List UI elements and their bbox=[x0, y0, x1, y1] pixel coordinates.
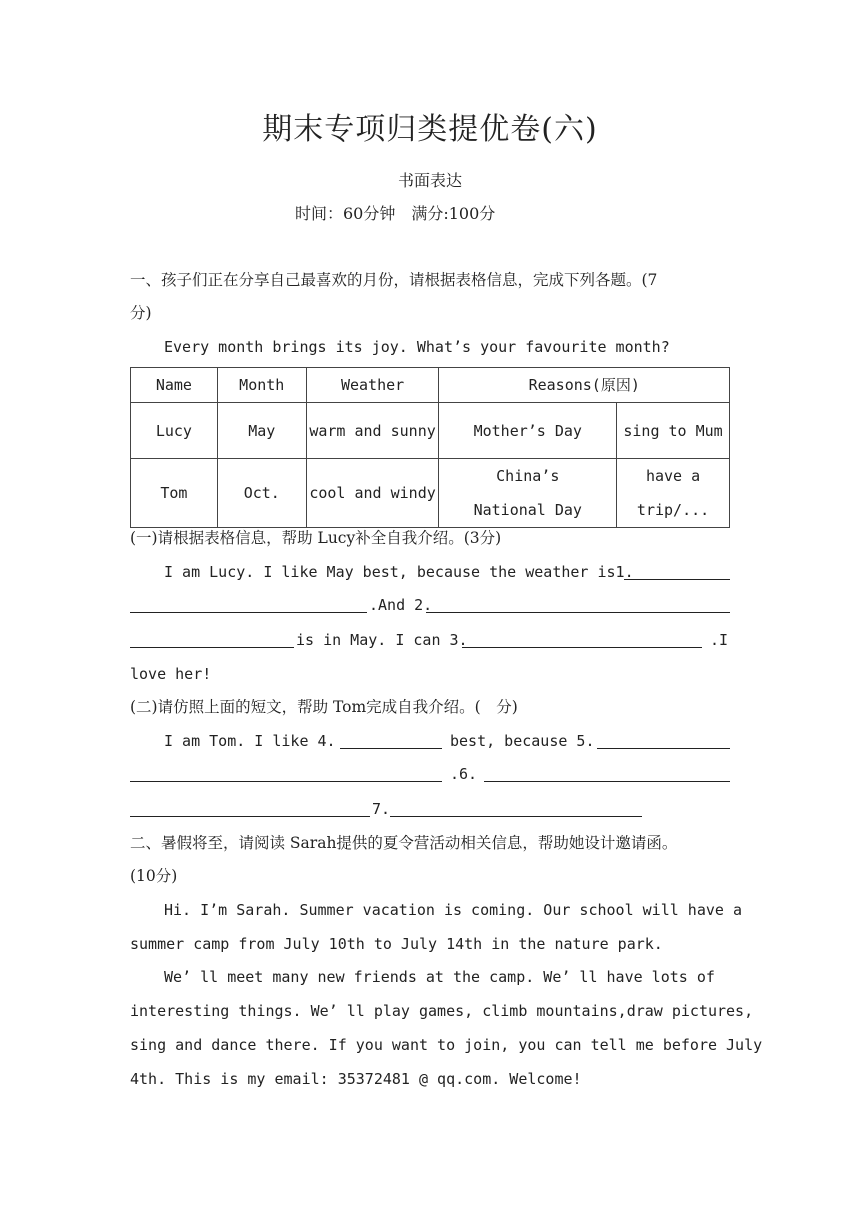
sub2-line1a: I am Tom. I like 4. bbox=[164, 732, 336, 750]
answer-blank-1a[interactable] bbox=[624, 563, 730, 580]
sub2-line3: 7. bbox=[372, 800, 391, 818]
header-weather: Weather bbox=[306, 368, 439, 403]
sub1-line2: .And 2. bbox=[369, 596, 433, 614]
cell-reason-line: have a bbox=[645, 467, 701, 485]
part2-para2-line: sing and dance there. If you want to join, you can tell me before July bbox=[130, 1036, 763, 1054]
answer-blank-5b[interactable] bbox=[130, 765, 442, 782]
answer-blank-2b[interactable] bbox=[130, 631, 294, 648]
cell-reason: sing to Mum bbox=[617, 403, 730, 459]
answer-blank-3[interactable] bbox=[462, 631, 702, 648]
answer-blank-5a[interactable] bbox=[597, 732, 730, 749]
part2-para2-line: 4th. This is my email: 35372481 @ qq.com. Welcome! bbox=[130, 1070, 582, 1088]
sub1-line4: love her! bbox=[130, 665, 212, 683]
part2-para1-line: Hi. I’m Sarah. Summer vacation is coming. Our school will have a bbox=[164, 901, 742, 919]
table-row bbox=[131, 403, 730, 459]
cell-month: May bbox=[217, 403, 306, 459]
header-name: Name bbox=[131, 368, 218, 403]
page-title: 期末专项归类提优卷(六) bbox=[262, 112, 598, 147]
cell-reason-line: National Day bbox=[473, 501, 582, 519]
header-reasons: Reasons(原因) bbox=[439, 368, 730, 403]
part2-heading-cont: (10分) bbox=[130, 867, 178, 885]
month-table bbox=[130, 367, 730, 528]
cell-reason-line: China’s bbox=[496, 467, 560, 485]
cell-reason bbox=[439, 459, 617, 528]
sub1-line3b: .I bbox=[710, 631, 729, 649]
cell-month: Oct. bbox=[217, 459, 306, 528]
time-info: 时间：60分钟 满分:100分 bbox=[295, 204, 496, 223]
part1-intro: Every month brings its joy. What’s your favourite month? bbox=[164, 338, 670, 356]
answer-blank-1b[interactable] bbox=[130, 596, 367, 613]
answer-blank-6a[interactable] bbox=[484, 765, 730, 782]
cell-reason bbox=[617, 459, 730, 528]
part2-para2-line: interesting things. We’ ll play games, climb mountains,draw pictures, bbox=[130, 1002, 754, 1020]
cell-reason: Mother’s Day bbox=[439, 403, 617, 459]
sub1-line3a: is in May. I can 3. bbox=[296, 631, 468, 649]
sub2-heading: (二)请仿照上面的短文，帮助 Tom完成自我介绍。( 分) bbox=[130, 698, 518, 716]
part2-para1-line: summer camp from July 10th to July 14th in the nature park. bbox=[130, 935, 663, 953]
answer-blank-2a[interactable] bbox=[426, 596, 730, 613]
cell-name: Lucy bbox=[131, 403, 218, 459]
cell-weather: warm and sunny bbox=[306, 403, 439, 459]
table-header-row bbox=[131, 368, 730, 403]
answer-blank-7[interactable] bbox=[390, 800, 642, 817]
part1-heading: 一、孩子们正在分享自己最喜欢的月份，请根据表格信息，完成下列各题。(7 bbox=[130, 271, 658, 289]
sub2-line2: .6. bbox=[450, 765, 478, 783]
answer-blank-4[interactable] bbox=[340, 732, 442, 749]
sub2-line1b: best, because 5. bbox=[450, 732, 595, 750]
part1-heading-cont: 分) bbox=[130, 304, 152, 322]
answer-blank-6b[interactable] bbox=[130, 800, 370, 817]
part2-heading: 二、暑假将至，请阅读 Sarah提供的夏令营活动相关信息，帮助她设计邀请函。 bbox=[130, 834, 678, 852]
page-subtitle: 书面表达 bbox=[397, 171, 462, 190]
sub1-line1: I am Lucy. I like May best, because the weather is1. bbox=[164, 563, 634, 581]
table-row bbox=[131, 459, 730, 528]
part2-para2-line: We’ ll meet many new friends at the camp. We’ ll have lots of bbox=[164, 968, 715, 986]
header-month: Month bbox=[217, 368, 306, 403]
cell-reason-line: trip/... bbox=[636, 501, 710, 519]
cell-name: Tom bbox=[131, 459, 218, 528]
sub1-heading: (一)请根据表格信息，帮助 Lucy补全自我介绍。(3分) bbox=[130, 529, 502, 547]
cell-weather: cool and windy bbox=[306, 459, 439, 528]
